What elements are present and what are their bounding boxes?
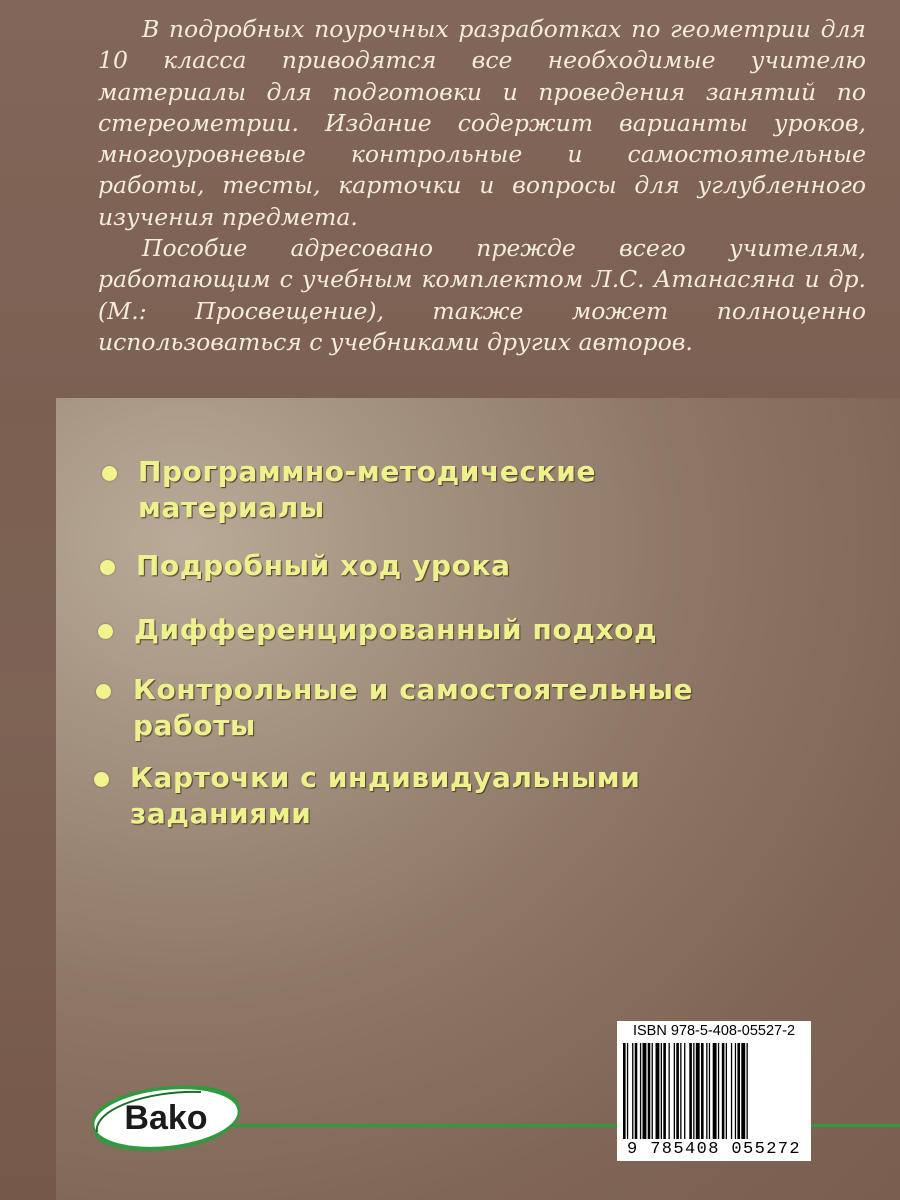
bullet-icon (102, 466, 117, 481)
barcode-bars (623, 1043, 805, 1139)
logo-text: Bako (124, 1099, 208, 1137)
feature-label: Подробный ход урока (136, 549, 511, 582)
isbn-number: ISBN 978-5-408-05527-2 (632, 1023, 796, 1039)
isbn-barcode (617, 1021, 811, 1161)
barcode-bar (696, 1043, 700, 1139)
barcode-bar (627, 1043, 628, 1139)
publisher-logo (83, 1080, 248, 1156)
barcode-bar (663, 1043, 666, 1139)
barcode-bar (737, 1043, 740, 1139)
barcode-bar (713, 1043, 717, 1139)
barcode-bar (693, 1043, 694, 1139)
barcode-bar (623, 1043, 626, 1139)
barcode-digits: 9 785408 055272 (626, 1140, 802, 1159)
barcode-bar (731, 1043, 732, 1139)
barcode-bar (680, 1043, 681, 1139)
barcode-bar (718, 1043, 719, 1139)
barcode-bar (648, 1043, 651, 1139)
barcode-bar (706, 1043, 707, 1139)
feature-label: Дифференцированный подход (134, 613, 658, 646)
barcode-bar (676, 1043, 679, 1139)
barcode-bar (643, 1043, 647, 1139)
feature-label-cont: работы (133, 709, 256, 742)
barcode-bar (741, 1043, 745, 1139)
description-paragraph-2: Пособие адресовано прежде всего учителям, работающим с учебным комплектом Л.С. Атанасяна и др. (М.: Просвещение), также может полноценно использоваться с учебниками других авторов. (98, 234, 866, 356)
bullet-icon (98, 624, 113, 639)
bullet-icon (96, 684, 111, 699)
barcode-bar (709, 1043, 710, 1139)
feature-label: Контрольные и самостоятельные (133, 673, 694, 706)
feature-label: Программно-методические (138, 455, 597, 488)
feature-label: Карточки с индивидуальными (130, 761, 641, 794)
barcode-bar (747, 1043, 748, 1139)
barcode-bar (701, 1043, 704, 1139)
barcode-bar (652, 1043, 653, 1139)
barcode-bar (684, 1043, 685, 1139)
bullet-icon (94, 772, 109, 787)
barcode-bar (689, 1043, 692, 1139)
feature-label-cont: материалы (138, 491, 325, 524)
barcode-bar (661, 1043, 662, 1139)
description-text (98, 14, 866, 358)
barcode-bar (726, 1043, 727, 1139)
description-paragraph-1: В подробных поурочных разработках по геометрии для 10 класса приводятся все необходимые учителю материалы для подготовки и проведения занятий по стереометрии. Издание содержит варианты уроков, многоуровневые контрольные и самостоятельные работы, тесты, карточки и вопросы для углубленного изучения предмета. (98, 15, 866, 231)
barcode-bar (635, 1043, 638, 1139)
description-block (0, 0, 900, 400)
barcode-bar (656, 1043, 660, 1139)
barcode-bar (632, 1043, 633, 1139)
feature-label-cont: заданиями (130, 797, 312, 830)
barcode-bar (640, 1043, 641, 1139)
barcode-bar (669, 1043, 670, 1139)
bullet-icon (100, 560, 115, 575)
barcode-bar (735, 1043, 736, 1139)
barcode-bar (674, 1043, 675, 1139)
barcode-bar (722, 1043, 725, 1139)
